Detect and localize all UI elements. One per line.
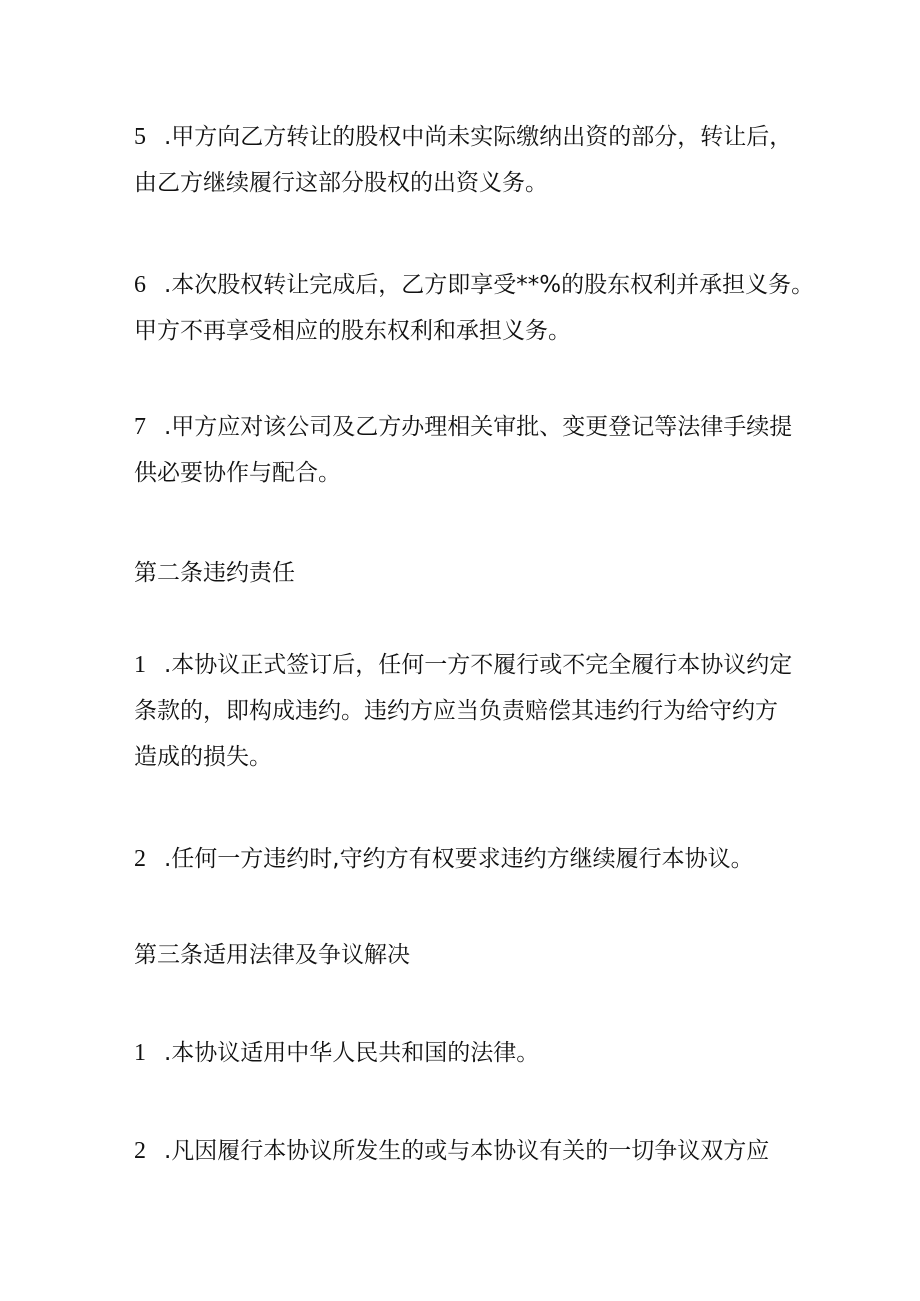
section3-clause-1 <box>134 1030 814 1076</box>
section2-clause-2 <box>134 836 814 882</box>
clause-number: 5 <box>134 124 146 150</box>
clause-text: .本次股权转让完成后，乙方即享受**%的股东权利并承担义务。 <box>164 272 815 298</box>
clause-text: .本协议适用中华人民共和国的法律。 <box>164 1040 540 1066</box>
clause-line <box>134 404 814 450</box>
clause-text: .甲方向乙方转让的股权中尚未实际缴纳出资的部分，转让后， <box>164 124 793 150</box>
clause-line: 由乙方继续履行这部分股权的出资义务。 <box>134 170 548 196</box>
clause-number: 2 <box>134 846 146 872</box>
clause-7 <box>134 404 814 496</box>
clause-line <box>134 642 814 688</box>
clause-text: .甲方应对该公司及乙方办理相关审批、变更登记等法律手续提 <box>164 414 793 440</box>
clause-number: 1 <box>134 1040 146 1066</box>
clause-number: 1 <box>134 652 146 678</box>
clause-line: 造成的损失。 <box>134 744 272 770</box>
clause-line: 条款的，即构成违约。违约方应当负责赔偿其违约行为给守约方 <box>134 698 778 724</box>
section-heading-3: 第三条适用法律及争议解决 <box>134 942 410 968</box>
section3-clause-2 <box>134 1128 814 1174</box>
clause-6 <box>134 262 814 354</box>
clause-text: .凡因履行本协议所发生的或与本协议有关的一切争议双方应 <box>164 1138 770 1164</box>
section-heading-2: 第二条违约责任 <box>134 560 295 586</box>
clause-text: .任何一方违约时,守约方有权要求违约方继续履行本协议。 <box>164 846 754 872</box>
clause-line: 供必要协作与配合。 <box>134 460 341 486</box>
clause-line: 甲方不再享受相应的股东权利和承担义务。 <box>134 318 571 344</box>
clause-line <box>134 836 814 882</box>
clause-line <box>134 1030 814 1076</box>
clause-number: 7 <box>134 414 146 440</box>
clause-line <box>134 1128 814 1174</box>
clause-5 <box>134 114 814 206</box>
clause-line <box>134 262 814 308</box>
clause-line <box>134 114 814 160</box>
clause-number: 2 <box>134 1138 146 1164</box>
clause-text: .本协议正式签订后，任何一方不履行或不完全履行本协议约定 <box>164 652 793 678</box>
section2-clause-1 <box>134 642 814 780</box>
clause-number: 6 <box>134 272 146 298</box>
